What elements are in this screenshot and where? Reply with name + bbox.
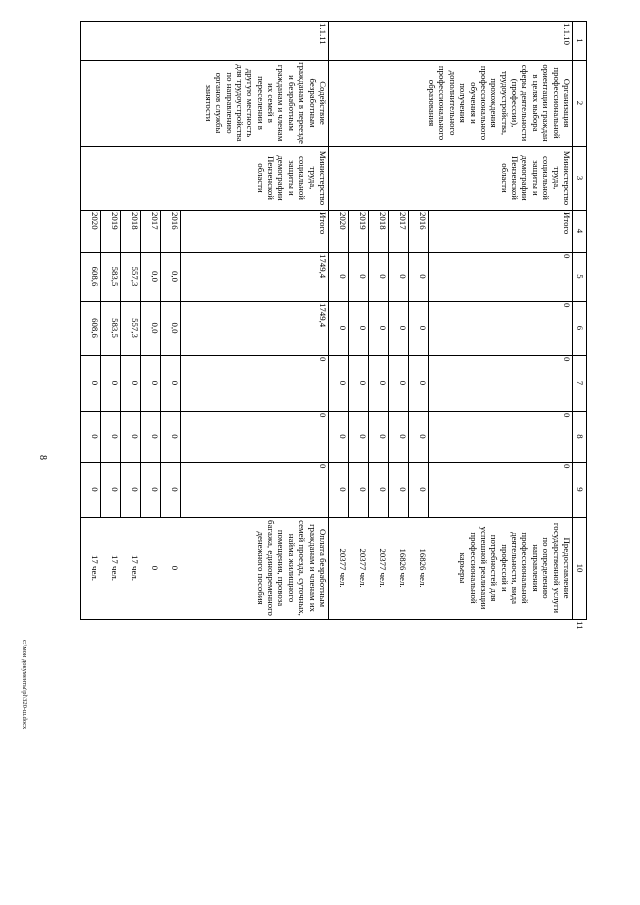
total-col-5: 1749,4 xyxy=(318,254,328,279)
year-indicator: 17 чел. xyxy=(130,555,140,581)
year-value: 0,0 xyxy=(170,322,180,334)
year-indicator: 20377 чел. xyxy=(358,548,368,588)
total-col-9: 0 xyxy=(318,464,328,469)
year-value: 0 xyxy=(378,325,388,331)
year-value: 0 xyxy=(338,434,348,439)
year-value: 0 xyxy=(398,487,408,492)
table-rotated xyxy=(80,21,587,630)
year-value: 0,0 xyxy=(150,322,160,334)
year: 2016 xyxy=(170,212,180,230)
year-indicator: 16826 чел. xyxy=(398,548,408,588)
year-value: 0 xyxy=(358,487,368,492)
year-indicator: 16826 чел. xyxy=(418,548,428,588)
header-col-5: 5 xyxy=(575,274,585,279)
header-col-10: 10 xyxy=(575,563,585,573)
year-value: 557,3 xyxy=(130,318,140,338)
row-number: 1.1.10 xyxy=(562,23,572,45)
year-value: 0 xyxy=(358,380,368,386)
year-value: 0 xyxy=(150,380,160,386)
year-value: 0 xyxy=(338,380,348,386)
total-label: Итого xyxy=(562,212,572,235)
header-col-8: 8 xyxy=(575,434,585,439)
year-value: 608,6 xyxy=(90,266,100,287)
year: 2019 xyxy=(358,212,368,230)
total-col-5: 0 xyxy=(562,254,572,259)
year-value: 0,0 xyxy=(170,271,180,282)
year: 2018 xyxy=(130,212,140,230)
total-col-8: 0 xyxy=(318,413,328,418)
executor: Министерство труда, социальной защиты и демографии Пензенской области xyxy=(499,150,572,206)
year-value: 0 xyxy=(90,434,100,439)
activity-name: Организация профессиональной ориентации граждан в целях выбора сферы деятельности (профессии), трудоустройства, прохождения профессионального обучения и получения дополнительного профессионального образования xyxy=(427,64,572,142)
year-indicator: 0 xyxy=(150,565,160,571)
year-indicator: 17 чел. xyxy=(90,555,100,581)
year-value: 0 xyxy=(358,325,368,331)
year-value: 557,3 xyxy=(130,266,140,287)
year-value: 0 xyxy=(418,380,428,386)
year-indicator: 0 xyxy=(170,565,180,571)
year: 2018 xyxy=(378,212,388,230)
year-value: 0 xyxy=(338,487,348,492)
year: 2020 xyxy=(90,212,100,230)
year-indicator: 17 чел. xyxy=(110,555,120,581)
year-value: 0 xyxy=(358,274,368,279)
total-col-6: 0 xyxy=(562,303,572,308)
year: 2020 xyxy=(338,212,348,230)
indicator: Оплата безработным гражданам и членам их семей проезда, суточных, найма жилищного помещения, провоза багажа, единовременного денежного пособия xyxy=(255,520,328,616)
year-value: 0 xyxy=(130,487,140,492)
header-col-6: 6 xyxy=(575,325,585,331)
executor: Министерство труда, социальной защиты и демографии Пензенской области xyxy=(255,150,328,206)
year-value: 0 xyxy=(378,380,388,386)
year-value: 0 xyxy=(418,325,428,331)
row-number: 1.1.11 xyxy=(318,23,328,45)
total-col-8: 0 xyxy=(562,413,572,418)
year-indicator: 20377 чел. xyxy=(378,548,388,588)
year-value: 0 xyxy=(170,380,180,386)
year-value: 0 xyxy=(130,380,140,386)
year-value: 0 xyxy=(170,434,180,439)
year-value: 583,5 xyxy=(110,266,120,287)
year-value: 0 xyxy=(378,434,388,439)
year-value: 583,5 xyxy=(110,318,120,338)
header-col-3: 3 xyxy=(575,175,585,181)
header-col-9: 9 xyxy=(575,487,585,492)
year-value: 0 xyxy=(90,380,100,386)
year-value: 0 xyxy=(338,274,348,279)
year-value: 0 xyxy=(110,434,120,439)
header-col-7: 7 xyxy=(575,380,585,386)
year-value: 0 xyxy=(418,274,428,279)
year-value: 0 xyxy=(398,274,408,279)
year-value: 0 xyxy=(170,487,180,492)
year-indicator: 20377 чел. xyxy=(338,548,348,588)
indicator: Предоставление государственной услуги по определению направления профессиональной деятельности, вида профессий и потребностей для успешной реализации профессиональной карьеры xyxy=(458,522,572,614)
year-value: 0 xyxy=(150,434,160,439)
year-value: 0 xyxy=(378,274,388,279)
year: 2019 xyxy=(110,212,120,230)
year-value: 0 xyxy=(418,434,428,439)
header-col-2: 2 xyxy=(575,100,585,106)
year-value: 0 xyxy=(398,325,408,331)
footer-file-path: c:\мои документы\pl\320-ш.docx xyxy=(21,640,28,730)
year: 2017 xyxy=(150,212,160,230)
year-value: 0 xyxy=(398,380,408,386)
year-value: 0 xyxy=(358,434,368,439)
year-value: 0 xyxy=(110,487,120,492)
year-value: 0 xyxy=(398,434,408,439)
year-value: 608,6 xyxy=(90,318,100,338)
total-col-7: 0 xyxy=(562,357,572,362)
year-value: 0 xyxy=(110,380,120,386)
year-value: 0 xyxy=(130,434,140,439)
total-col-6: 1749,4 xyxy=(318,303,328,328)
total-label: Итого xyxy=(318,212,328,235)
year-value: 0,0 xyxy=(150,271,160,282)
year: 2016 xyxy=(418,212,428,230)
year-value: 0 xyxy=(418,487,428,492)
total-col-7: 0 xyxy=(318,357,328,362)
year-value: 0 xyxy=(90,487,100,492)
activity-name: Содействие безработным гражданам в переезде и безработным гражданам и членам их семей в переселении в другую местность для трудоустройства по направлению органов службы занятости xyxy=(203,62,328,144)
page-number: 8 xyxy=(37,455,48,460)
year: 2017 xyxy=(398,212,408,230)
year-value: 0 xyxy=(338,325,348,331)
header-col-4: 4 xyxy=(575,228,585,234)
year-value: 0 xyxy=(150,487,160,492)
year-value: 0 xyxy=(378,487,388,492)
total-col-9: 0 xyxy=(562,464,572,469)
header-col-1: 1 xyxy=(575,38,585,43)
header-col-11: 11 xyxy=(575,621,585,630)
